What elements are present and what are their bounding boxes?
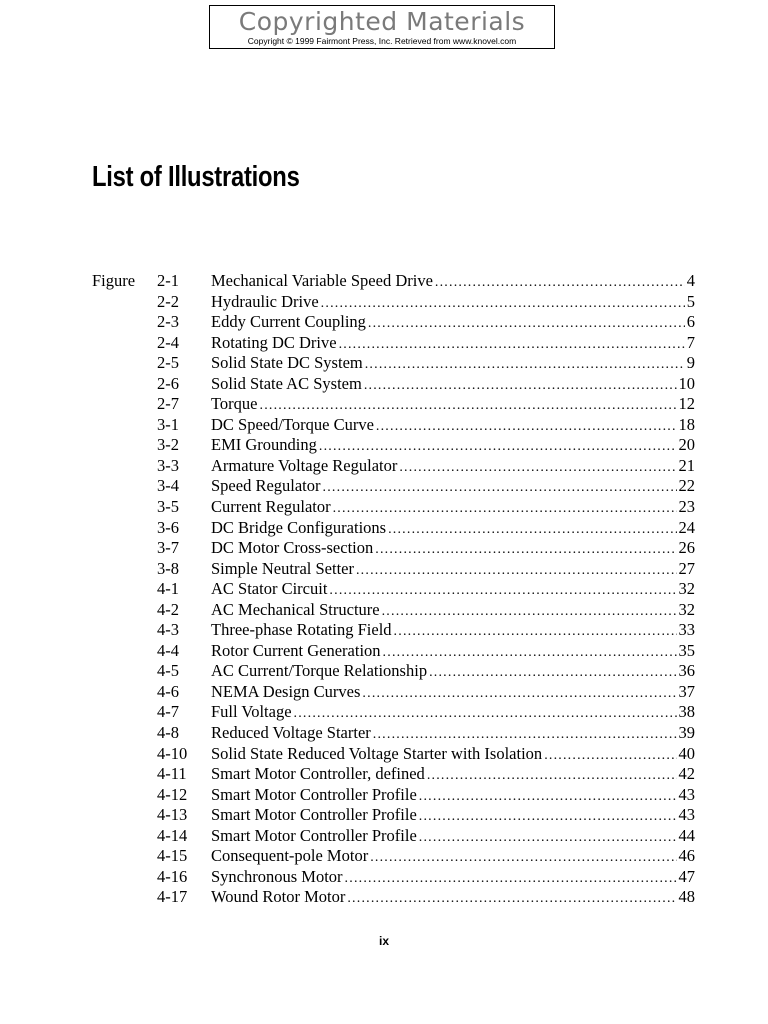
list-item	[0, 292, 768, 313]
dot-leader	[419, 828, 677, 849]
figure-page-number: 12	[678, 394, 695, 414]
figure-entry	[211, 846, 695, 869]
list-item	[0, 661, 768, 682]
list-item	[0, 456, 768, 477]
figure-page-number: 36	[678, 661, 695, 681]
dot-leader	[427, 766, 677, 787]
figure-number: 4-14	[157, 825, 188, 845]
figure-entry	[211, 579, 695, 602]
figure-title: Simple Neutral Setter	[211, 558, 354, 578]
figure-number: 3-1	[157, 414, 179, 434]
figure-entry	[211, 559, 695, 582]
page-title: List of Illustrations	[92, 161, 300, 193]
list-item	[0, 374, 768, 395]
list-item	[0, 620, 768, 641]
figure-page-number: 47	[678, 866, 695, 886]
list-item	[0, 394, 768, 415]
list-item	[0, 415, 768, 436]
illustrations-list	[0, 271, 768, 908]
figure-page-number: 18	[678, 414, 695, 434]
figure-entry	[211, 415, 695, 438]
figure-entry	[211, 353, 695, 376]
dot-leader	[399, 458, 676, 479]
figure-number: 4-4	[157, 640, 179, 660]
figure-number: 4-1	[157, 579, 179, 599]
figure-title: Smart Motor Controller, defined	[211, 764, 425, 784]
figure-number: 2-6	[157, 373, 179, 393]
dot-leader	[294, 704, 677, 725]
figure-number: 3-2	[157, 435, 179, 455]
figure-title: Synchronous Motor	[211, 866, 343, 886]
figure-title: Speed Regulator	[211, 476, 321, 496]
figure-title: DC Bridge Configurations	[211, 517, 387, 537]
figure-prefix: Figure	[92, 271, 136, 290]
list-item	[0, 764, 768, 785]
figure-title: AC Current/Torque Relationship	[211, 661, 428, 681]
list-item	[0, 702, 768, 723]
dot-leader	[373, 725, 677, 746]
list-item	[0, 744, 768, 765]
figure-title: DC Motor Cross-section	[211, 538, 374, 558]
list-item	[0, 579, 768, 600]
figure-page-number: 43	[678, 805, 695, 825]
dot-leader	[356, 561, 677, 582]
figure-page-number: 20	[678, 435, 695, 455]
figure-page-number: 40	[678, 743, 695, 763]
figure-title: DC Speed/Torque Curve	[211, 414, 374, 434]
figure-entry	[211, 764, 695, 787]
figure-entry	[211, 867, 695, 890]
figure-title: Rotor Current Generation	[211, 640, 381, 660]
figure-number: 4-5	[157, 661, 179, 681]
list-item	[0, 353, 768, 374]
figure-number: 3-7	[157, 538, 179, 558]
figure-page-number: 32	[678, 579, 695, 599]
figure-page-number: 22	[678, 476, 695, 496]
dot-leader	[347, 889, 676, 910]
figure-page-number: 24	[678, 517, 695, 537]
list-item	[0, 682, 768, 703]
figure-page-number: 23	[678, 497, 695, 517]
figure-page-number: 9	[686, 353, 695, 373]
figure-title: Smart Motor Controller Profile	[211, 805, 417, 825]
dot-leader	[419, 787, 677, 808]
figure-entry	[211, 641, 695, 664]
figure-entry	[211, 785, 695, 808]
figure-number: 4-7	[157, 702, 179, 722]
figure-number: 4-2	[157, 599, 179, 619]
figure-number: 4-15	[157, 846, 188, 866]
figure-entry	[211, 702, 695, 725]
figure-number: 3-6	[157, 517, 179, 537]
figure-number: 2-2	[157, 291, 179, 311]
figure-page-number: 26	[678, 538, 695, 558]
figure-page-number: 33	[678, 620, 695, 640]
dot-leader	[321, 294, 685, 315]
dot-leader	[429, 663, 676, 684]
figure-entry	[211, 333, 695, 356]
figure-title: Consequent-pole Motor	[211, 846, 369, 866]
figure-entry	[211, 271, 695, 294]
figure-entry	[211, 312, 695, 335]
dot-leader	[329, 581, 676, 602]
figure-title: Reduced Voltage Starter	[211, 723, 371, 743]
figure-entry	[211, 435, 695, 458]
figure-number: 4-11	[157, 764, 187, 784]
dot-leader	[362, 684, 676, 705]
figure-title: NEMA Design Curves	[211, 681, 361, 701]
list-item	[0, 846, 768, 867]
dot-leader	[323, 478, 677, 499]
figure-page-number: 37	[678, 681, 695, 701]
list-item	[0, 600, 768, 621]
figure-entry	[211, 620, 695, 643]
figure-title: Full Voltage	[211, 702, 292, 722]
figure-entry	[211, 682, 695, 705]
figure-number: 3-4	[157, 476, 179, 496]
figure-number: 2-4	[157, 332, 179, 352]
figure-title: Armature Voltage Regulator	[211, 455, 398, 475]
list-item	[0, 559, 768, 580]
figure-title: Solid State AC System	[211, 373, 362, 393]
figure-entry	[211, 456, 695, 479]
list-item	[0, 785, 768, 806]
figure-number: 3-8	[157, 558, 179, 578]
dot-leader	[370, 848, 676, 869]
figure-entry	[211, 292, 695, 315]
dot-leader	[319, 437, 677, 458]
figure-entry	[211, 887, 695, 910]
page-number: ix	[378, 934, 389, 948]
figure-number: 4-12	[157, 784, 188, 804]
list-item	[0, 887, 768, 908]
list-item	[0, 497, 768, 518]
dot-leader	[376, 417, 677, 438]
figure-page-number: 10	[678, 373, 695, 393]
dot-leader	[382, 602, 677, 623]
figure-page-number: 6	[686, 312, 695, 332]
figure-page-number: 38	[678, 702, 695, 722]
dot-leader	[364, 376, 677, 397]
figure-number: 4-3	[157, 620, 179, 640]
figure-title: Solid State Reduced Voltage Starter with Isolation	[211, 743, 543, 763]
figure-page-number: 5	[686, 291, 695, 311]
figure-title: Torque	[211, 394, 258, 414]
dot-leader	[365, 355, 685, 376]
figure-entry	[211, 374, 695, 397]
dot-leader	[368, 314, 685, 335]
figure-entry	[211, 394, 695, 417]
banner-title: Copyrighted Materials	[238, 7, 526, 36]
figure-entry	[211, 497, 695, 520]
figure-page-number: 43	[678, 784, 695, 804]
figure-number: 4-13	[157, 805, 188, 825]
dot-leader	[383, 643, 677, 664]
figure-entry	[211, 826, 695, 849]
figure-number: 2-3	[157, 312, 179, 332]
figure-number: 4-8	[157, 723, 179, 743]
figure-title: Mechanical Variable Speed Drive	[211, 271, 433, 290]
figure-entry	[211, 600, 695, 623]
figure-number: 3-5	[157, 497, 179, 517]
copyright-banner	[209, 5, 555, 49]
figure-page-number: 21	[678, 455, 695, 475]
dot-leader	[544, 746, 676, 767]
list-item	[0, 476, 768, 497]
figure-entry	[211, 744, 695, 767]
dot-leader	[394, 622, 677, 643]
figure-number: 4-17	[157, 887, 188, 907]
figure-title: Eddy Current Coupling	[211, 312, 366, 332]
figure-title: Wound Rotor Motor	[211, 887, 346, 907]
figure-title: Smart Motor Controller Profile	[211, 825, 417, 845]
figure-entry	[211, 518, 695, 541]
figure-number: 4-10	[157, 743, 188, 763]
list-item	[0, 641, 768, 662]
figure-title: EMI Grounding	[211, 435, 317, 455]
figure-entry	[211, 538, 695, 561]
figure-title: Smart Motor Controller Profile	[211, 784, 417, 804]
list-item	[0, 333, 768, 354]
dot-leader	[333, 499, 677, 520]
figure-entry	[211, 661, 695, 684]
figure-page-number: 39	[678, 723, 695, 743]
list-item	[0, 312, 768, 333]
figure-title: Hydraulic Drive	[211, 291, 319, 311]
figure-entry	[211, 476, 695, 499]
figure-entry	[211, 723, 695, 746]
figure-page-number: 46	[678, 846, 695, 866]
list-item	[0, 826, 768, 847]
dot-leader	[419, 807, 677, 828]
figure-page-number: 4	[686, 271, 695, 290]
dot-leader	[345, 869, 677, 890]
figure-page-number: 7	[686, 332, 695, 352]
list-item	[0, 518, 768, 539]
list-item	[0, 723, 768, 744]
banner-subtitle: Copyright © 1999 Fairmont Press, Inc. Retrieved from www.knovel.com	[247, 36, 517, 46]
figure-number: 4-6	[157, 681, 179, 701]
figure-title: AC Stator Circuit	[211, 579, 328, 599]
dot-leader	[260, 396, 677, 417]
dot-leader	[339, 335, 685, 356]
figure-page-number: 44	[678, 825, 695, 845]
figure-page-number: 32	[678, 599, 695, 619]
list-item	[0, 435, 768, 456]
dot-leader	[435, 273, 685, 294]
figure-page-number: 42	[678, 764, 695, 784]
figure-page-number: 35	[678, 640, 695, 660]
figure-title: Current Regulator	[211, 497, 331, 517]
list-item	[0, 805, 768, 826]
list-item	[0, 538, 768, 559]
dot-leader	[375, 540, 676, 561]
list-item	[0, 867, 768, 888]
figure-entry	[211, 805, 695, 828]
figure-title: Solid State DC System	[211, 353, 363, 373]
figure-title: Three-phase Rotating Field	[211, 620, 392, 640]
figure-title: AC Mechanical Structure	[211, 599, 380, 619]
figure-page-number: 48	[678, 887, 695, 907]
figure-number: 2-5	[157, 353, 179, 373]
figure-title: Rotating DC Drive	[211, 332, 337, 352]
figure-number: 4-16	[157, 866, 188, 886]
list-item	[0, 271, 768, 292]
figure-page-number: 27	[678, 558, 695, 578]
figure-number: 3-3	[157, 455, 179, 475]
figure-number: 2-7	[157, 394, 179, 414]
figure-number: 2-1	[157, 271, 179, 290]
dot-leader	[388, 520, 676, 541]
